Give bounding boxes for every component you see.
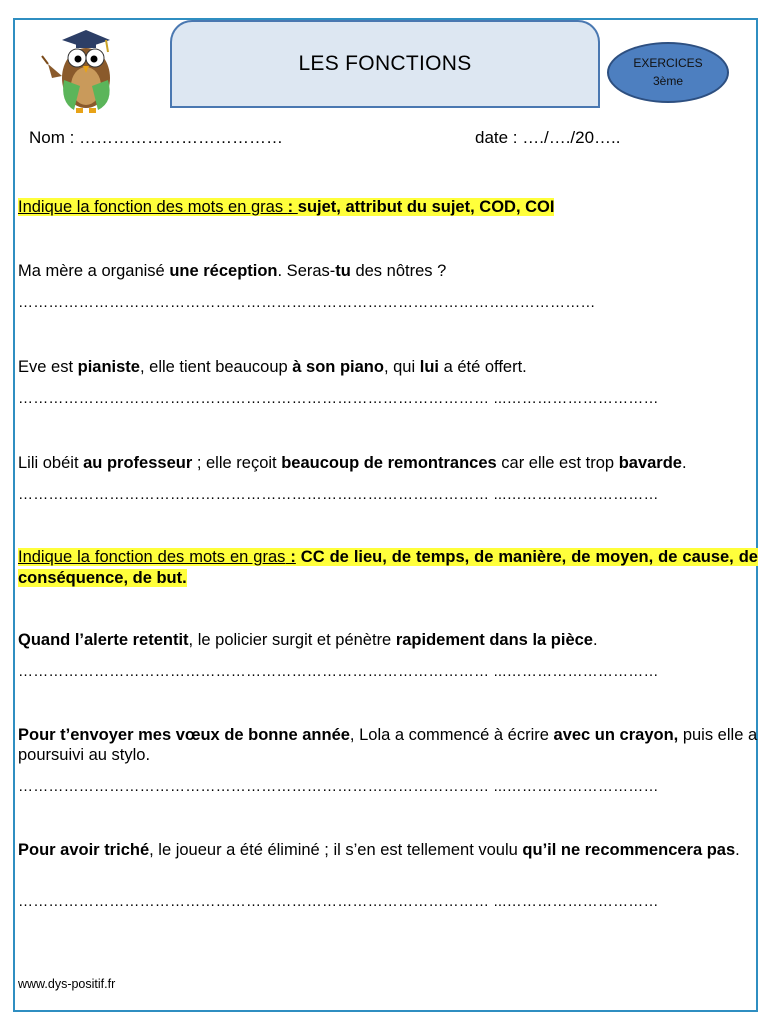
sentence-text: , le policier surgit et pénètre: [188, 631, 396, 649]
sentence-text: a été offert.: [438, 358, 527, 376]
sentence-text: . Seras-: [277, 262, 336, 280]
bold-word: beaucoup de remontrances: [281, 454, 497, 472]
sentence-text: .: [592, 631, 598, 649]
sentence-5: [18, 725, 758, 765]
bold-word: rapidement dans la pièce: [395, 631, 593, 649]
sentence-text: .: [681, 454, 687, 472]
bold-word: pianiste: [77, 358, 140, 376]
footer-source: www.dys-positif.fr: [18, 977, 116, 991]
sentence-text: .: [735, 841, 740, 859]
sentence-text: Eve est: [18, 358, 78, 376]
answer-line-1[interactable]: ……………………………………………………………………………………………………: [18, 294, 596, 311]
sentence-text: des nôtres ?: [350, 262, 447, 280]
page-border: [13, 18, 758, 1012]
name-field: Nom : ………………………………: [29, 128, 284, 147]
sentence-1: [18, 261, 758, 281]
sentence-text: Lili obéit: [18, 454, 84, 472]
badge-level: 3ème: [652, 74, 684, 88]
bold-word: à son piano: [292, 358, 384, 376]
sentence-text: Ma mère a organisé: [18, 262, 170, 280]
exercise-badge: [607, 42, 729, 103]
answer-line-3[interactable]: ………………………………………………………………………………… ...…………………………: [18, 486, 659, 503]
sentence-text: , le joueur a été éliminé ; il s’en est tellement voulu: [149, 841, 523, 859]
answer-line-2[interactable]: ………………………………………………………………………………… ...…………………………: [18, 390, 659, 407]
sentence-6: [18, 840, 758, 860]
instruction-1: [18, 197, 758, 218]
instruction-2-functions: CC de lieu, de temps, de manière, de moyen, de cause, de conséquence, de but.: [18, 548, 758, 587]
sentence-text: puis elle a poursuivi au stylo.: [18, 726, 758, 764]
sentence-2: [18, 357, 758, 377]
instruction-2-colon: :: [285, 548, 296, 566]
bold-word: avec un crayon,: [553, 726, 679, 744]
title-box: [170, 20, 600, 108]
sentence-text: , qui: [383, 358, 420, 376]
instruction-1-colon: :: [287, 198, 298, 216]
bold-word: Pour avoir triché: [18, 841, 150, 859]
bold-word: une réception: [169, 262, 278, 280]
date-field: date : …./…./20…..: [475, 128, 621, 147]
instruction-1-functions: sujet, attribut du sujet, COD, COI: [297, 198, 555, 216]
bold-word: Pour t’envoyer mes vœux de bonne année: [18, 726, 350, 744]
bold-word: au professeur: [83, 454, 193, 472]
bold-word: Quand l’alerte retentit: [18, 631, 189, 649]
sentence-text: car elle est trop: [496, 454, 619, 472]
instruction-1-text: Indique la fonction des mots en gras: [18, 198, 288, 216]
sentence-4: [18, 630, 758, 650]
bold-word: qu’il ne recommencera pas: [522, 841, 736, 859]
answer-line-5[interactable]: ………………………………………………………………………………… ...…………………………: [18, 778, 659, 795]
sentence-text: , Lola a commencé à écrire: [349, 726, 554, 744]
instruction-2: [18, 547, 758, 589]
answer-line-4[interactable]: ………………………………………………………………………………… ...…………………………: [18, 663, 659, 680]
bold-word: lui: [419, 358, 439, 376]
sentence-3: [18, 453, 758, 473]
bold-word: tu: [335, 262, 351, 280]
bold-word: bavarde: [618, 454, 682, 472]
answer-line-6[interactable]: ………………………………………………………………………………… ...…………………………: [18, 893, 659, 910]
instruction-2-text: Indique la fonction des mots en gras: [18, 548, 286, 566]
sentence-text: , elle tient beaucoup: [139, 358, 293, 376]
page-title: LES FONCTIONS: [298, 52, 472, 75]
sentence-text: ; elle reçoit: [192, 454, 282, 472]
badge-label: EXERCICES: [633, 56, 703, 70]
owl-teacher-icon: [40, 26, 130, 116]
